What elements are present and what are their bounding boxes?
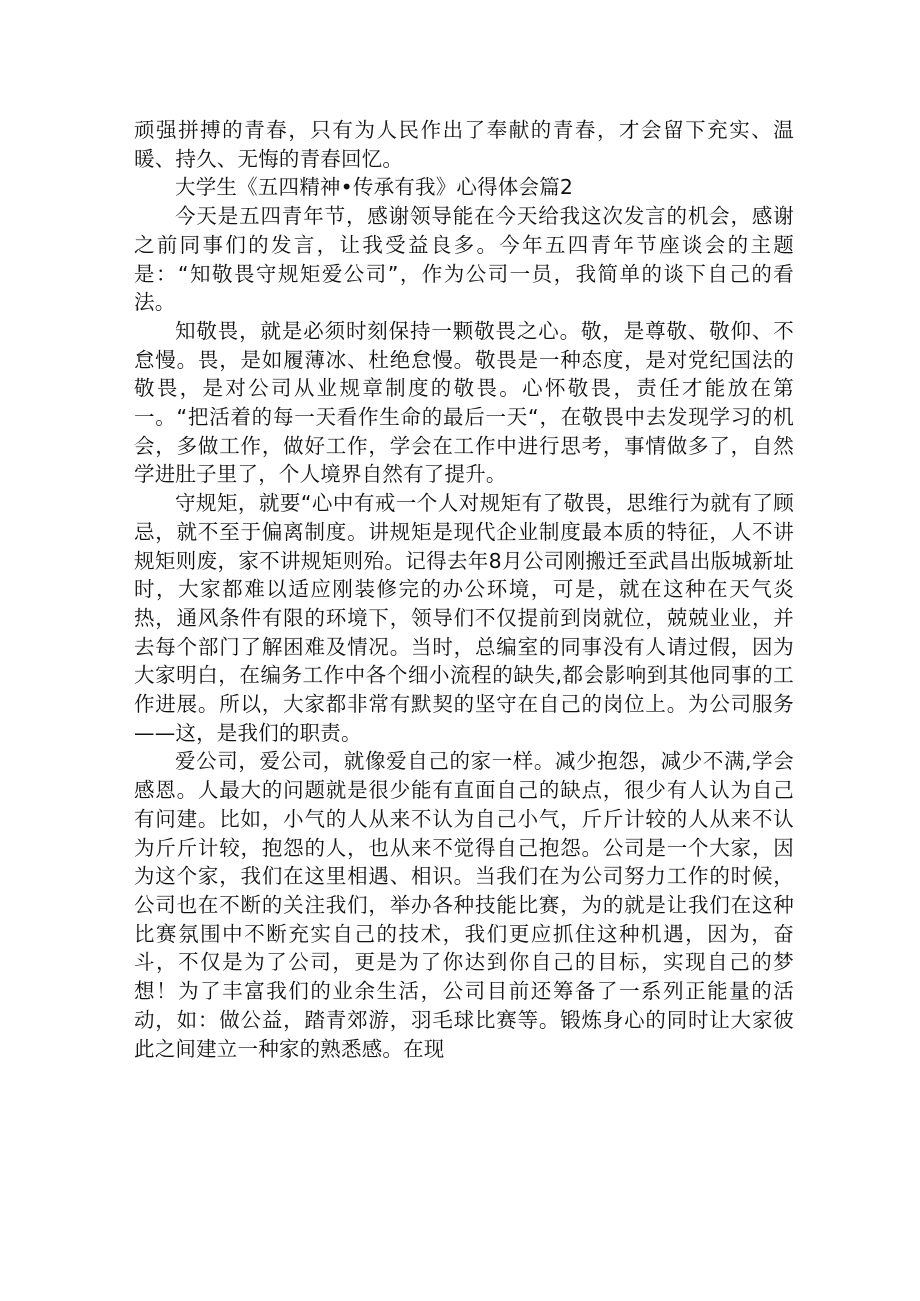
section-heading: 大学生《五四精神•传承有我》心得体会篇2 bbox=[175, 175, 574, 200]
paragraph-intro: 今天是五四青年节，感谢领导能在今天给我这次发言的机会，感谢之前同事们的发言，让我受益良多。今年五四青年节座谈会的主题是：“知敬畏守规矩爱公司”，作为公司一员，我简单的谈下自己的看法。 bbox=[134, 204, 794, 315]
paragraph-love-company: 爱公司，爱公司，就像爱自己的家一样。减少抱怨，减少不满,学会感恩。人最大的问题就是很少能有直面自己的缺点，很少有人认为自己有问建。比如，小气的人从来不认为自己小气，斤斤计较的人从来不认为斤斤计较，抱怨的人，也从来不觉得自己抱怨。公司是一个大家，因为这个家，我们在这里相遇、相识。当我们在为公司努力工作的时候，公司也在不断的关注我们，举办各种技能比赛，为的就是让我们在这种比赛氛围中不断充实自己的技术，我们更应抓住这种机遇，因为，奋斗，不仅是为了公司，更是为了你达到你自己的目标，实现自己的梦想！为了丰富我们的业余生活，公司目前还筹备了一系列正能量的活动，如：做公益，踏青郊游，羽毛球比赛等。锻炼身心的同时让大家彼此之间建立一种家的熟悉感。在现 bbox=[134, 749, 794, 1061]
paragraph-respect: 知敬畏，就是必须时刻保持一颗敬畏之心。敬，是尊敬、敬仰、不怠慢。畏，是如履薄冰、杜绝怠慢。敬畏是一种态度，是对党纪国法的敬畏，是对公司从业规章制度的敬畏。心怀敬畏，责任才能放在第一。“把活着的每一天看作生命的最后一天“，在敬畏中去发现学习的机会，多做工作，做好工作，学会在工作中进行思考，事情做多了，自然学进肚子里了，个人境界自然有了提升。 bbox=[134, 318, 794, 487]
paragraph-continued: 顽强拼搏的青春，只有为人民作出了奉献的青春，才会留下充实、温暖、持久、无悔的青春回忆。 bbox=[134, 118, 794, 171]
paragraph-rules: 守规矩，就要“心中有戒一个人对规矩有了敬畏，思维行为就有了顾忌，就不至于偏离制度。讲规矩是现代企业制度最本质的特征，人不讲规矩则废，家不讲规矩则殆。记得去年8月公司刚搬迁至武昌出版城新址时，大家都难以适应刚装修完的办公环境，可是，就在这种在天气炎热，通风条件有限的环境下，领导们不仅提前到岗就位，兢兢业业，并去每个部门了解困难及情况。当时，总编室的同事没有人请过假，因为大家明白，在编务工作中各个细小流程的缺失,都会影响到其他同事的工作进展。所以，大家都非常有默契的坚守在自己的岗位上。为公司服务——这，是我们的职责。 bbox=[134, 491, 794, 745]
document-page bbox=[134, 116, 794, 1063]
